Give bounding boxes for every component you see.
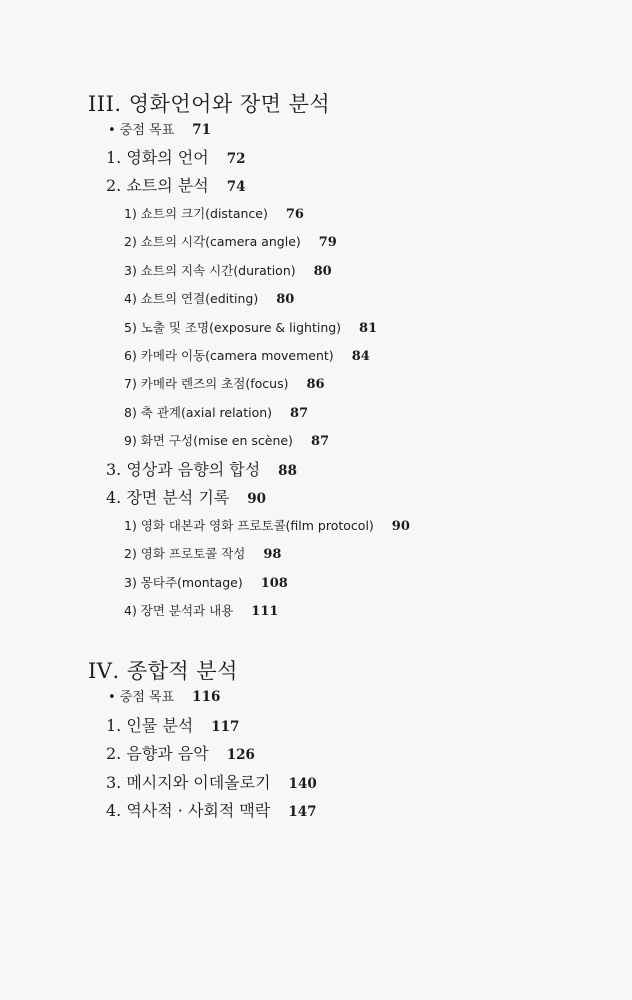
toc-entry-label: 9) 화면 구성(mise en scène)	[124, 433, 293, 448]
toc-entry-page: 86	[306, 377, 325, 392]
toc-entry	[106, 775, 317, 792]
toc-entry-label: 3) 몽타주(montage)	[124, 575, 243, 590]
toc-entry-label: 5) 노출 및 조명(exposure & lighting)	[124, 320, 342, 335]
toc-entry-label: • 중점 목표	[108, 123, 175, 138]
toc-entry-page: 80	[313, 264, 332, 279]
toc-entry-page: 87	[310, 434, 330, 449]
toc-entry	[124, 548, 281, 561]
toc-entry-page: 76	[285, 207, 304, 222]
section-heading	[88, 655, 238, 685]
toc-entry	[106, 150, 246, 167]
toc-entry-label: 1. 인물 분석	[106, 716, 194, 735]
toc-entry	[124, 322, 377, 335]
toc-entry-page: 80	[276, 292, 295, 307]
toc-entry-page: 147	[288, 804, 317, 820]
toc-entry-label: 6) 카메라 이동(camera movement)	[124, 348, 334, 363]
toc-entry-label: 4. 장면 분석 기록	[106, 488, 230, 507]
toc-entry-label: • 중점 목표	[108, 690, 175, 705]
toc-entry	[124, 293, 294, 306]
toc-entry-label: 4) 쇼트의 연결(editing)	[124, 291, 259, 306]
toc-entry-label: 3) 쇼트의 지속 시간(duration)	[124, 263, 296, 278]
toc-entry-label: 2. 쇼트의 분석	[106, 176, 209, 195]
toc-entry-page: 116	[192, 689, 221, 705]
toc-entry	[108, 691, 220, 705]
toc-entry	[124, 236, 337, 249]
section-numeral: IV	[88, 659, 113, 683]
toc-entry-page: 71	[192, 122, 211, 138]
toc-entry	[124, 407, 308, 420]
toc-entry	[106, 746, 255, 763]
toc-entry	[124, 378, 325, 391]
toc-entry-label: 3. 메시지와 이데올로기	[106, 773, 271, 792]
toc-entry	[108, 124, 211, 138]
toc-entry-label: 4) 장면 분석과 내용	[124, 603, 234, 618]
toc-entry	[124, 605, 278, 618]
section-heading	[88, 88, 330, 118]
toc-entry-page: 88	[278, 463, 297, 479]
toc-entry-label: 7) 카메라 렌즈의 초점(focus)	[124, 376, 289, 391]
toc-entry	[124, 350, 370, 363]
toc-entry	[106, 718, 239, 735]
toc-entry-label: 3. 영상과 음향의 합성	[106, 460, 261, 479]
section-numeral: III	[88, 92, 115, 116]
toc-entry	[124, 265, 332, 278]
toc-entry-label: 2) 영화 프로토콜 작성	[124, 546, 246, 561]
toc-entry-page: 84	[351, 349, 370, 364]
toc-entry-page: 72	[226, 151, 246, 167]
toc-entry-page: 90	[391, 519, 410, 534]
toc-entry-page: 74	[226, 179, 246, 195]
toc-entry-label: 4. 역사적 · 사회적 맥락	[106, 801, 271, 820]
toc-entry-label: 2) 쇼트의 시각(camera angle)	[124, 234, 301, 249]
toc-entry-page: 87	[290, 406, 309, 421]
toc-entry-page: 81	[359, 321, 378, 336]
toc-entry	[124, 577, 288, 590]
section-title: . 종합적 분석	[112, 659, 238, 683]
toc-entry-label: 1) 쇼트의 크기(distance)	[124, 206, 268, 221]
toc-entry	[106, 803, 317, 820]
toc-entry	[106, 462, 297, 479]
toc-entry	[124, 520, 410, 533]
toc-entry-label: 2. 음향과 음악	[106, 744, 209, 763]
toc-entry-page: 79	[318, 235, 337, 250]
toc-entry-page: 140	[288, 776, 317, 792]
toc-entry	[106, 490, 266, 507]
toc-entry	[124, 435, 329, 448]
toc-entry-page: 90	[247, 491, 267, 507]
toc-entry-label: 8) 축 관계(axial relation)	[124, 405, 273, 420]
toc-entry-label: 1) 영화 대본과 영화 프로토콜(film protocol)	[124, 518, 374, 533]
toc-entry-page: 98	[263, 547, 282, 562]
toc-entry-page: 117	[211, 719, 240, 735]
toc-entry-page: 108	[260, 576, 288, 591]
toc-entry	[106, 178, 246, 195]
toc-entry	[124, 208, 304, 221]
toc-entry-label: 1. 영화의 언어	[106, 148, 209, 167]
toc-entry-page: 126	[226, 747, 255, 763]
toc-entry-page: 111	[251, 604, 279, 619]
section-title: . 영화언어와 장면 분석	[114, 92, 331, 116]
